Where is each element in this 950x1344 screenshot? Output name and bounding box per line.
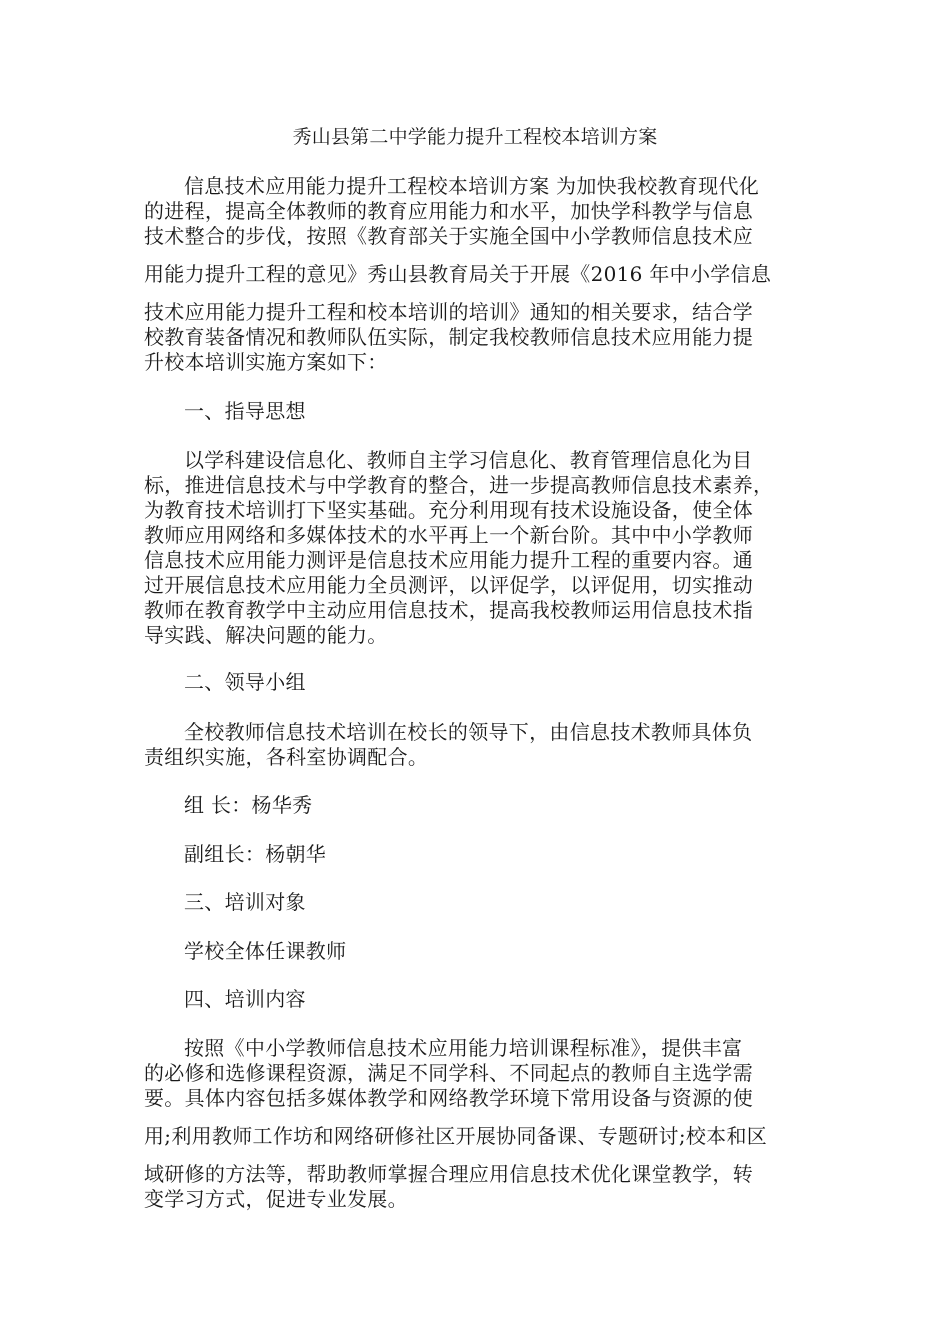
text-line: 升校本培训实施方案如下：: [144, 350, 388, 374]
text-line: 导实践、解决问题的能力。: [144, 623, 388, 647]
text-line: 过开展信息技术应用能力全员测评，以评促学，以评促用，切实推动: [144, 573, 753, 597]
text-line: 学校全体任课教师: [184, 939, 347, 963]
section-paragraph: [144, 448, 804, 648]
text-line: 以学科建设信息化、教师自主学习信息化、教育管理信息化为目: [184, 448, 753, 472]
text-line: 全校教师信息技术培训在校长的领导下，由信息技术教师具体负: [184, 720, 753, 744]
intro-paragraph: [144, 174, 804, 375]
text-line: 要。具体内容包括多媒体教学和网络教学环境下常用设备与资源的使: [144, 1086, 753, 1110]
section-paragraph: [144, 939, 804, 964]
text-line: 的必修和选修课程资源，满足不同学科、不同起点的教师自主选学需: [144, 1061, 753, 1085]
section-heading-text: 一、指导思想: [184, 399, 306, 423]
text-line: 教师在教育教学中主动应用信息技术，提高我校教师运用信息技术指: [144, 598, 753, 622]
text-line: 标，推进信息技术与中学教育的整合，进一步提高教师信息技术素养，: [144, 473, 774, 497]
text-line: 技术整合的步伐，按照《教育部关于实施全国中小学教师信息技术应: [144, 224, 753, 248]
text-line: 用能力提升工程的意见》秀山县教育局关于开展《2016 年中小学信息: [144, 262, 772, 286]
section-paragraph: [144, 720, 804, 770]
section-heading-text: 三、培训对象: [184, 890, 306, 914]
leader-text: 组 长：杨华秀: [184, 793, 313, 817]
text-line: 责组织实施，各科室协调配合。: [144, 745, 429, 769]
deputy-leader-line: [144, 842, 804, 867]
section-heading-text: 二、领导小组: [184, 670, 306, 694]
section-heading-text: 四、培训内容: [184, 987, 306, 1011]
text-line: 教师应用网络和多媒体技术的水平再上一个新台阶。其中中小学教师: [144, 523, 753, 547]
text-line: 按照《中小学教师信息技术应用能力培训课程标准》，提供丰富: [184, 1036, 743, 1060]
text-line: 变学习方式，促进专业发展。: [144, 1187, 408, 1211]
section-heading: [144, 890, 804, 915]
deputy-leader-text: 副组长：杨朝华: [184, 842, 327, 866]
document-title: 秀山县第二中学能力提升工程校本培训方案: [292, 126, 658, 148]
section-heading: [144, 399, 804, 424]
section-heading: [144, 987, 804, 1012]
text-line: 域研修的方法等，帮助教师掌握合理应用信息技术优化课堂教学，转: [144, 1162, 753, 1186]
section-heading: [144, 670, 804, 695]
section-paragraph: [144, 1036, 804, 1212]
text-line: 用;利用教师工作坊和网络研修社区开展协同备课、专题研讨;校本和区: [144, 1124, 768, 1148]
text-line: 信息技术应用能力测评是信息技术应用能力提升工程的重要内容。通: [144, 548, 753, 572]
text-line: 为教育技术培训打下坚实基础。充分利用现有技术设施设备，使全体: [144, 498, 753, 522]
text-line: 校教育装备情况和教师队伍实际，制定我校教师信息技术应用能力提: [144, 325, 753, 349]
text-line: 的进程，提高全体教师的教育应用能力和水平，加快学科教学与信息: [144, 199, 753, 223]
text-line: 技术应用能力提升工程和校本培训的培训》通知的相关要求，结合学: [144, 300, 753, 324]
leader-line: [144, 793, 804, 818]
text-line: 信息技术应用能力提升工程校本培训方案 为加快我校教育现代化: [184, 174, 760, 198]
